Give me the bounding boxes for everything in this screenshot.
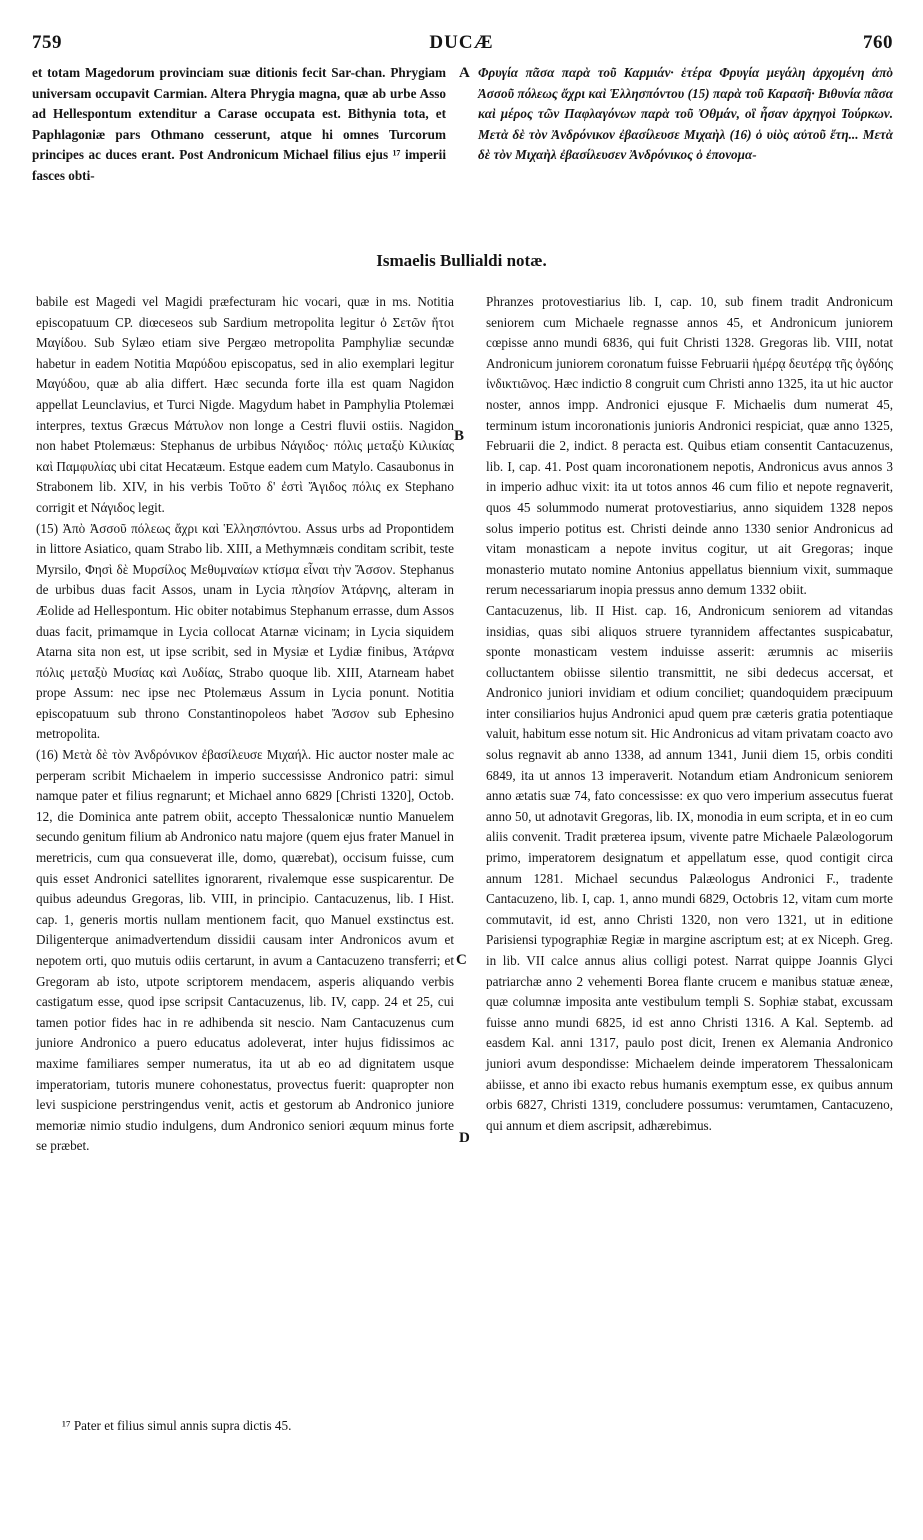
footnote: ¹⁷ Pater et filius simul annis supra dictis 45. [62, 1418, 292, 1433]
margin-letter-d: D [459, 1130, 470, 1146]
notes-heading: Ismaelis Bullialdi notæ. [376, 251, 547, 270]
right-page-number: 760 [863, 32, 893, 53]
note-paragraph: Cantacuzenus, lib. II Hist. cap. 16, Andronicum seniorem ad vitandas insidias, quas sibi aliquos struere tyrannidem affectantes suspicabatur, sponte monasticam vestem induisse asserit: ærumnis ac miseriis colluctantem obiisse silentio transmittit, ne sibi dedecus accersat, et Andronico juniori invidiam et odium conciliet; quandoquidem præcipuum inter consiliarios hujus Andronici apud quem præ cæteris gratia potentiaque valuit, habitum esse notum sit. Hic Andronicus ad vitam privatam coacto avo solus regnavit ab anno 1338, ad annum 1341, Junii diem 15, orbis conditi 6849, ita ut annos 13 imperaverit. Notandum etiam Andronicum seniorem anno ætatis suæ 74, fato concessisse: ex quo vero imperium assecutus fuerat anno 50, ut adnotavit Gregoras, lib. IX, monodia in eum scripta, et in eo cum aliis convenit. Tradit præterea ipsum, vivente patre Michaele Palæologorum primo, imperatorem designatum et appellatum esse, quod contigit circa annum 1281. Michael secundus Palæologus Andronici F., tradente Cantacuzeno, lib. I, cap. 1, anno mundi 6829, Octobris 12, vitam cum morte commutavit, id est, anno Christi 1320, non vero 1321, ut in editione Parisiensi typographiæ Regiæ in margine ascriptum est; at ex Niceph. Greg. in lib. VII calce annus alius colligi potest. Narrat quippe Joannis Glyci patriarchæ anno 2 vehementi Borea flante crucem e manibus statuæ æneæ, quæ columnæ imposita ante vestibulum templi S. Sophiæ stabat, excussam fuisse anno mundi 6825, id est anno Christi 1316. A Kal. Septemb. ad easdem Kal. anni 1317, paulo post dicit, Irenen ex Alemania Andronico juniori avum despondisse: Michaelem deinde imperatorem Thessalonicam abiisse, et anno ibi exacto rebus humanis exemptum esse, ex quibus annum orbis 6827, Christi 1319, concludere possumus: verumtamen, Cantacuzeno, qui annum et diem ascripsit, adhærebimus. [486, 602, 893, 1133]
running-title: DUCÆ [429, 32, 494, 53]
notes-right-column [486, 292, 893, 1136]
note-paragraph: (16) Μετὰ δὲ τὸν Ἀνδρόνικον ἐβασίλευσε Μιχαήλ. Hic auctor noster male ac perperam scribit Michaelem in imperio successisse Andronico patri: simul namque pater et filius regnarunt; et Michael anno 6829 [Christi 1320], Octob. 12, die Dominica ante patrem obiit, accepto Thessalonicæ nuntio Manuelem secundo genitum filium ab Andronico natu majore (quem ejus frater Manuel in meretricis, cum qua consueverat ille, domo, quærebat), occisum fuisse, cum quis esset Andronici satellites ignorarent, rivalemque esse suspicarentur. De quibus adeundus Gregoras, lib. VIII, in principio. Cantacuzenus, lib. I Hist. cap. 1, generis mortis nullam mentionem facit, quo Manuel exstinctus est. Diligenterque animadvertendum dissidii causam inter Andronicos avum et nepotem orti, quo mutuis odiis certarunt, in avum a Cantacuzeno transferri; et Gregoram ab isto, utpote scriptorem mendacem, asperis aliquando verbis castigatum esse, quod ipse scripsit Cantacuzenus, lib. IV, capp. 24 et 25, cui tamen potior fides hac in re adhibenda sit nescio. Nam Cantacuzenus cum juniore Andronico a puero educatus adoleverat, inter hujus fidissimos ac maxime familiares semper numeratus, ita ut ab eo ad dignitatem usque imperatoriam, tutoris munere cohonestatus, provectus fuerit: quapropter non levi suspicione perstringendus venit, actis et gestorum ab Andronico juniore memoriæ nimio studio indulgens, dum Andronico seniori æquum minus forte se præbet. [36, 747, 454, 1154]
margin-letter-a: A [459, 65, 470, 81]
margin-letter-c: C [456, 952, 467, 968]
left-page-number: 759 [32, 32, 62, 53]
note-paragraph: babile est Magedi vel Magidi præfecturam hic vocari, quæ in ms. Notitia episcopatuum CP. diœceseos sub Sardium metropolita legitur ὁ Σετῶν ἤτοι Μαγίδου. Sub Sylæo etiam sive Pergæo metropolita Pamphyliæ secundæ habetur in eadem Notitia Μαρύδου episcopatus, sed in alio exemplari legitur Μαγύδου, quæ ab alia differt. Hæc secunda forte illa est quam Nagidon appellat Leunclavius, et Turci Nigde. Magydum habet in Pamphylia Ptolemæi interpres, textus Græcus Μάτυλον non longe a Cestri fluvii ostiis. Nagidon non habet Ptolemæus: Stephanus de urbibus Νάγιδος· πόλις μεταξὺ Κιλικίας καὶ Παμφυλίας ubi citat Hecatæum. Estque eadem cum Matylo. Casaubonus in Strabonem lib. XIV, in his verbis Τοῦτο δ' ἐστὶ Ἄγιδος πόλις ex Stephano corrigit et Νάγιδος legit. [36, 294, 454, 515]
greek-original-text: Φρυγία πᾶσα παρὰ τοῦ Καρμιάν· ἑτέρα Φρυγία μεγάλη ἀρχομένη ἀπὸ Ἀσσοῦ πόλεως ἄχρι καὶ Ἑλλησπόντου (15) παρὰ τοῦ Καρασῆ· Βιθυνία πᾶσα καὶ μέρος τῶν Παφλαγόνων παρὰ τοῦ Ὀθμάν, οἳ ἦσαν ἀρχηγοὶ Τούρκων. Μετὰ δὲ τὸν Ἀνδρόνικον ἐβασίλευσε Μιχαὴλ (16) ὁ υἱὸς αὐτοῦ ἔτη... Μετὰ δὲ τὸν Μιχαὴλ ἐβασίλευσεν Ἀνδρόνικος ὁ ἐπονομα- [478, 65, 893, 163]
margin-letter-b: B [454, 428, 465, 444]
latin-translation-text: et totam Magedorum provinciam suæ ditionis fecit Sar-chan. Phrygiam universam occupavit Carmian. Altera Phrygia magna, quæ ab urbe Asso ad Hellespontum extenditur a Carase occupata est. Bithynia tota, et Paphlagoniæ pars Othmano cesserunt, atque hi omnes Turcorum principes ac duces erant. Post Andronicum Michael filius ejus ¹⁷ imperii fasces obti- [32, 65, 446, 183]
note-paragraph: Phranzes protovestiarius lib. I, cap. 10, sub finem tradit Andronicum seniorem cum Michaele regnasse annos 45, et Andronicum juniorem cœpisse anno mundi 6836, qui fuit Christi 1328. Gregoras lib. VIII, notat Andronicum juniorem coronatum fuisse Februarii ἡμέρᾳ δευτέρᾳ τῆς ὀγδόης ἰνδικτιῶνος. Hæc indictio 8 congruit cum Christi anno 1325, ita ut hic auctor noster, annos impp. Andronici ejusque F. Michaelis dum numerat 45, terminum istum incoronationis junioris Andronici respiciat, quæ anno 1325, Februarii die 2, indict. 8 peracta est. Quibus etiam consentit Cantacuzenus, lib. I, cap. 41. Post quam incoronationem nepotis, Andronicus avus annos 3 in imperio adhuc vixit: ita ut totos annos 46 cum filio et nepote regnaverit, quos 45 solummodo numerat protovestiarius, anno siquidem 1328 nepos solus imperio potitus est. Christi deinde anno 1330 senior Andronicus ad vitam monasticam a nepote invitus cogitur, ut ait Gregoras; inque monasterio mutato nomine Antonius appellatus biennium vixit, summaque rerum necessariarum inopia pressus anno demum 1332 obiit. [486, 294, 893, 598]
note-paragraph: (15) Ἀπὸ Ἀσσοῦ πόλεως ἄχρι καὶ Ἑλλησπόντου. Assus urbs ad Propontidem in littore Asiatico, quam Strabo lib. XIII, a Methymnæis conditam scribit, teste Myrsilo, Φησὶ δὲ Μυρσίλος Μεθυμναίων κτίσμα εἶναι τὴν Ἄσσον. Stephanus de urbibus duas facit Assos, unam in Lycia πλησίον Ἀτάρνης, alteram in Æolide ad Hellespontum. Hic obiter notabimus Stephanum errasse, dum Assos duas facit, primamque in Lycia collocat Atarnæ vicinam; in Lycia siquidem Atarna sita non est, ut ipse scribit, sed in Mysiæ et Lydiæ finibus, Ἀτάρνα πόλις μεταξὺ Μυσίας καὶ Λυδίας, Strabo quoque lib. XIII, Atarneam habet prope Assum: nec ipse nec Ptolemæus Assum in Lycia ponunt. Notitia episcopatuum sub throno Constantinopoleos habet Ἄσσον sub Ephesino metropolita. [36, 520, 454, 742]
notes-left-column [36, 292, 454, 1157]
